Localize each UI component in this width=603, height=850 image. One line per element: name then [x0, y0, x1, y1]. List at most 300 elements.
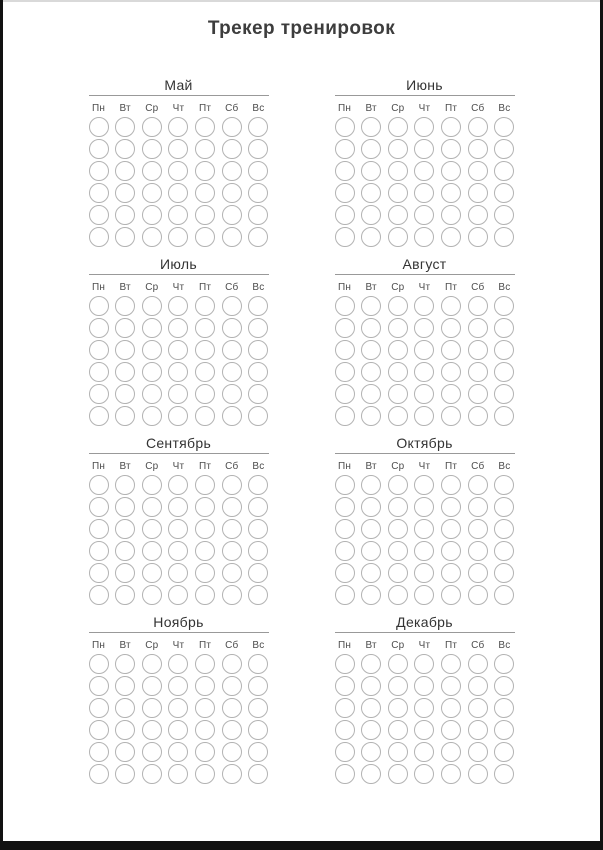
day-circle[interactable]	[335, 406, 355, 426]
day-circle[interactable]	[195, 519, 215, 539]
day-circle[interactable]	[468, 384, 488, 404]
day-circle[interactable]	[468, 742, 488, 762]
day-circle[interactable]	[222, 563, 242, 583]
day-circle[interactable]	[361, 585, 381, 605]
day-circle[interactable]	[494, 519, 514, 539]
day-circle[interactable]	[414, 654, 434, 674]
day-circle[interactable]	[89, 585, 109, 605]
day-circle[interactable]	[89, 362, 109, 382]
day-circle[interactable]	[195, 742, 215, 762]
day-circle[interactable]	[142, 654, 162, 674]
day-circle[interactable]	[361, 362, 381, 382]
day-circle[interactable]	[361, 139, 381, 159]
day-circle[interactable]	[168, 227, 188, 247]
day-circle[interactable]	[468, 585, 488, 605]
day-circle[interactable]	[414, 676, 434, 696]
day-circle[interactable]	[441, 205, 461, 225]
day-circle[interactable]	[468, 764, 488, 784]
day-circle[interactable]	[414, 340, 434, 360]
day-circle[interactable]	[414, 183, 434, 203]
day-circle[interactable]	[195, 161, 215, 181]
day-circle[interactable]	[468, 497, 488, 517]
day-circle[interactable]	[468, 117, 488, 137]
day-circle[interactable]	[89, 541, 109, 561]
day-circle[interactable]	[168, 654, 188, 674]
day-circle[interactable]	[388, 362, 408, 382]
day-circle[interactable]	[494, 764, 514, 784]
day-circle[interactable]	[115, 475, 135, 495]
day-circle[interactable]	[142, 384, 162, 404]
day-circle[interactable]	[335, 340, 355, 360]
day-circle[interactable]	[195, 340, 215, 360]
day-circle[interactable]	[441, 296, 461, 316]
day-circle[interactable]	[388, 698, 408, 718]
day-circle[interactable]	[115, 742, 135, 762]
day-circle[interactable]	[142, 139, 162, 159]
day-circle[interactable]	[89, 563, 109, 583]
day-circle[interactable]	[361, 183, 381, 203]
day-circle[interactable]	[494, 117, 514, 137]
day-circle[interactable]	[248, 720, 268, 740]
day-circle[interactable]	[168, 764, 188, 784]
day-circle[interactable]	[142, 563, 162, 583]
day-circle[interactable]	[195, 362, 215, 382]
day-circle[interactable]	[335, 585, 355, 605]
day-circle[interactable]	[142, 117, 162, 137]
day-circle[interactable]	[222, 406, 242, 426]
day-circle[interactable]	[248, 227, 268, 247]
day-circle[interactable]	[388, 205, 408, 225]
day-circle[interactable]	[494, 497, 514, 517]
day-circle[interactable]	[222, 296, 242, 316]
day-circle[interactable]	[494, 742, 514, 762]
day-circle[interactable]	[168, 475, 188, 495]
day-circle[interactable]	[494, 318, 514, 338]
day-circle[interactable]	[248, 296, 268, 316]
day-circle[interactable]	[142, 227, 162, 247]
day-circle[interactable]	[335, 296, 355, 316]
day-circle[interactable]	[388, 475, 408, 495]
day-circle[interactable]	[335, 563, 355, 583]
day-circle[interactable]	[195, 205, 215, 225]
day-circle[interactable]	[89, 205, 109, 225]
day-circle[interactable]	[468, 541, 488, 561]
day-circle[interactable]	[414, 318, 434, 338]
day-circle[interactable]	[441, 384, 461, 404]
day-circle[interactable]	[222, 720, 242, 740]
day-circle[interactable]	[388, 720, 408, 740]
day-circle[interactable]	[248, 654, 268, 674]
day-circle[interactable]	[494, 654, 514, 674]
day-circle[interactable]	[142, 296, 162, 316]
day-circle[interactable]	[361, 541, 381, 561]
day-circle[interactable]	[361, 296, 381, 316]
day-circle[interactable]	[222, 340, 242, 360]
day-circle[interactable]	[361, 227, 381, 247]
day-circle[interactable]	[388, 676, 408, 696]
day-circle[interactable]	[248, 340, 268, 360]
day-circle[interactable]	[142, 519, 162, 539]
day-circle[interactable]	[222, 698, 242, 718]
day-circle[interactable]	[115, 406, 135, 426]
day-circle[interactable]	[441, 183, 461, 203]
day-circle[interactable]	[115, 563, 135, 583]
day-circle[interactable]	[142, 497, 162, 517]
day-circle[interactable]	[388, 563, 408, 583]
day-circle[interactable]	[248, 497, 268, 517]
day-circle[interactable]	[89, 475, 109, 495]
day-circle[interactable]	[89, 519, 109, 539]
day-circle[interactable]	[142, 676, 162, 696]
day-circle[interactable]	[222, 585, 242, 605]
day-circle[interactable]	[414, 742, 434, 762]
day-circle[interactable]	[115, 698, 135, 718]
day-circle[interactable]	[494, 585, 514, 605]
day-circle[interactable]	[222, 519, 242, 539]
day-circle[interactable]	[335, 720, 355, 740]
day-circle[interactable]	[142, 698, 162, 718]
day-circle[interactable]	[222, 384, 242, 404]
day-circle[interactable]	[195, 497, 215, 517]
day-circle[interactable]	[115, 161, 135, 181]
day-circle[interactable]	[115, 384, 135, 404]
day-circle[interactable]	[248, 541, 268, 561]
day-circle[interactable]	[441, 585, 461, 605]
day-circle[interactable]	[468, 227, 488, 247]
day-circle[interactable]	[115, 676, 135, 696]
day-circle[interactable]	[441, 764, 461, 784]
day-circle[interactable]	[414, 406, 434, 426]
day-circle[interactable]	[168, 563, 188, 583]
day-circle[interactable]	[388, 585, 408, 605]
day-circle[interactable]	[388, 541, 408, 561]
day-circle[interactable]	[222, 205, 242, 225]
day-circle[interactable]	[441, 654, 461, 674]
day-circle[interactable]	[89, 406, 109, 426]
day-circle[interactable]	[168, 362, 188, 382]
day-circle[interactable]	[468, 676, 488, 696]
day-circle[interactable]	[361, 340, 381, 360]
day-circle[interactable]	[441, 475, 461, 495]
day-circle[interactable]	[168, 161, 188, 181]
day-circle[interactable]	[441, 117, 461, 137]
day-circle[interactable]	[494, 541, 514, 561]
day-circle[interactable]	[388, 654, 408, 674]
day-circle[interactable]	[494, 698, 514, 718]
day-circle[interactable]	[494, 139, 514, 159]
day-circle[interactable]	[335, 519, 355, 539]
day-circle[interactable]	[89, 764, 109, 784]
day-circle[interactable]	[168, 742, 188, 762]
day-circle[interactable]	[195, 585, 215, 605]
day-circle[interactable]	[168, 139, 188, 159]
day-circle[interactable]	[195, 698, 215, 718]
day-circle[interactable]	[248, 318, 268, 338]
day-circle[interactable]	[168, 720, 188, 740]
day-circle[interactable]	[248, 161, 268, 181]
day-circle[interactable]	[335, 362, 355, 382]
day-circle[interactable]	[468, 205, 488, 225]
day-circle[interactable]	[195, 720, 215, 740]
day-circle[interactable]	[441, 541, 461, 561]
day-circle[interactable]	[468, 698, 488, 718]
day-circle[interactable]	[222, 742, 242, 762]
day-circle[interactable]	[361, 117, 381, 137]
day-circle[interactable]	[388, 183, 408, 203]
day-circle[interactable]	[361, 764, 381, 784]
day-circle[interactable]	[361, 563, 381, 583]
day-circle[interactable]	[414, 764, 434, 784]
day-circle[interactable]	[115, 585, 135, 605]
day-circle[interactable]	[388, 117, 408, 137]
day-circle[interactable]	[168, 318, 188, 338]
day-circle[interactable]	[388, 318, 408, 338]
day-circle[interactable]	[222, 117, 242, 137]
day-circle[interactable]	[335, 654, 355, 674]
day-circle[interactable]	[222, 541, 242, 561]
day-circle[interactable]	[494, 161, 514, 181]
day-circle[interactable]	[414, 296, 434, 316]
day-circle[interactable]	[494, 676, 514, 696]
day-circle[interactable]	[89, 183, 109, 203]
day-circle[interactable]	[335, 698, 355, 718]
day-circle[interactable]	[388, 296, 408, 316]
day-circle[interactable]	[248, 384, 268, 404]
day-circle[interactable]	[361, 205, 381, 225]
day-circle[interactable]	[335, 384, 355, 404]
day-circle[interactable]	[115, 183, 135, 203]
day-circle[interactable]	[494, 205, 514, 225]
day-circle[interactable]	[441, 519, 461, 539]
day-circle[interactable]	[441, 676, 461, 696]
day-circle[interactable]	[89, 340, 109, 360]
day-circle[interactable]	[142, 742, 162, 762]
day-circle[interactable]	[441, 227, 461, 247]
day-circle[interactable]	[468, 475, 488, 495]
day-circle[interactable]	[414, 720, 434, 740]
day-circle[interactable]	[195, 475, 215, 495]
day-circle[interactable]	[335, 117, 355, 137]
day-circle[interactable]	[414, 497, 434, 517]
day-circle[interactable]	[494, 362, 514, 382]
day-circle[interactable]	[195, 296, 215, 316]
day-circle[interactable]	[414, 698, 434, 718]
day-circle[interactable]	[89, 742, 109, 762]
day-circle[interactable]	[361, 742, 381, 762]
day-circle[interactable]	[142, 205, 162, 225]
day-circle[interactable]	[168, 406, 188, 426]
day-circle[interactable]	[195, 654, 215, 674]
day-circle[interactable]	[388, 139, 408, 159]
day-circle[interactable]	[89, 117, 109, 137]
day-circle[interactable]	[89, 384, 109, 404]
day-circle[interactable]	[494, 296, 514, 316]
day-circle[interactable]	[89, 296, 109, 316]
day-circle[interactable]	[361, 497, 381, 517]
day-circle[interactable]	[115, 362, 135, 382]
day-circle[interactable]	[468, 654, 488, 674]
day-circle[interactable]	[248, 475, 268, 495]
day-circle[interactable]	[115, 764, 135, 784]
day-circle[interactable]	[441, 340, 461, 360]
day-circle[interactable]	[468, 340, 488, 360]
day-circle[interactable]	[115, 296, 135, 316]
day-circle[interactable]	[335, 742, 355, 762]
day-circle[interactable]	[361, 475, 381, 495]
day-circle[interactable]	[142, 161, 162, 181]
day-circle[interactable]	[441, 698, 461, 718]
day-circle[interactable]	[361, 676, 381, 696]
day-circle[interactable]	[89, 318, 109, 338]
day-circle[interactable]	[89, 720, 109, 740]
day-circle[interactable]	[115, 205, 135, 225]
day-circle[interactable]	[441, 362, 461, 382]
day-circle[interactable]	[222, 676, 242, 696]
day-circle[interactable]	[414, 161, 434, 181]
day-circle[interactable]	[222, 183, 242, 203]
day-circle[interactable]	[195, 318, 215, 338]
day-circle[interactable]	[494, 406, 514, 426]
day-circle[interactable]	[89, 161, 109, 181]
day-circle[interactable]	[248, 698, 268, 718]
day-circle[interactable]	[468, 563, 488, 583]
day-circle[interactable]	[414, 362, 434, 382]
day-circle[interactable]	[441, 139, 461, 159]
day-circle[interactable]	[248, 205, 268, 225]
day-circle[interactable]	[248, 183, 268, 203]
day-circle[interactable]	[441, 318, 461, 338]
day-circle[interactable]	[494, 563, 514, 583]
day-circle[interactable]	[388, 384, 408, 404]
day-circle[interactable]	[222, 139, 242, 159]
day-circle[interactable]	[222, 318, 242, 338]
day-circle[interactable]	[222, 475, 242, 495]
day-circle[interactable]	[248, 362, 268, 382]
day-circle[interactable]	[142, 318, 162, 338]
day-circle[interactable]	[248, 406, 268, 426]
day-circle[interactable]	[142, 541, 162, 561]
day-circle[interactable]	[222, 497, 242, 517]
day-circle[interactable]	[468, 519, 488, 539]
day-circle[interactable]	[248, 585, 268, 605]
day-circle[interactable]	[335, 139, 355, 159]
day-circle[interactable]	[222, 362, 242, 382]
day-circle[interactable]	[361, 720, 381, 740]
day-circle[interactable]	[195, 227, 215, 247]
day-circle[interactable]	[222, 654, 242, 674]
day-circle[interactable]	[168, 183, 188, 203]
day-circle[interactable]	[388, 497, 408, 517]
day-circle[interactable]	[414, 117, 434, 137]
day-circle[interactable]	[388, 519, 408, 539]
day-circle[interactable]	[468, 362, 488, 382]
day-circle[interactable]	[335, 475, 355, 495]
day-circle[interactable]	[361, 406, 381, 426]
day-circle[interactable]	[115, 139, 135, 159]
day-circle[interactable]	[115, 318, 135, 338]
day-circle[interactable]	[115, 541, 135, 561]
day-circle[interactable]	[414, 139, 434, 159]
day-circle[interactable]	[388, 406, 408, 426]
day-circle[interactable]	[335, 205, 355, 225]
day-circle[interactable]	[361, 519, 381, 539]
day-circle[interactable]	[168, 676, 188, 696]
day-circle[interactable]	[468, 406, 488, 426]
day-circle[interactable]	[115, 340, 135, 360]
day-circle[interactable]	[142, 764, 162, 784]
day-circle[interactable]	[195, 139, 215, 159]
day-circle[interactable]	[89, 676, 109, 696]
day-circle[interactable]	[468, 720, 488, 740]
day-circle[interactable]	[142, 362, 162, 382]
day-circle[interactable]	[89, 497, 109, 517]
day-circle[interactable]	[248, 117, 268, 137]
day-circle[interactable]	[388, 340, 408, 360]
day-circle[interactable]	[168, 296, 188, 316]
day-circle[interactable]	[195, 384, 215, 404]
day-circle[interactable]	[468, 296, 488, 316]
day-circle[interactable]	[195, 183, 215, 203]
day-circle[interactable]	[335, 676, 355, 696]
day-circle[interactable]	[115, 227, 135, 247]
day-circle[interactable]	[441, 406, 461, 426]
day-circle[interactable]	[494, 340, 514, 360]
day-circle[interactable]	[168, 585, 188, 605]
day-circle[interactable]	[115, 519, 135, 539]
day-circle[interactable]	[115, 497, 135, 517]
day-circle[interactable]	[168, 519, 188, 539]
day-circle[interactable]	[168, 541, 188, 561]
day-circle[interactable]	[142, 340, 162, 360]
day-circle[interactable]	[142, 585, 162, 605]
day-circle[interactable]	[168, 340, 188, 360]
day-circle[interactable]	[388, 227, 408, 247]
day-circle[interactable]	[361, 161, 381, 181]
day-circle[interactable]	[414, 475, 434, 495]
day-circle[interactable]	[335, 764, 355, 784]
day-circle[interactable]	[335, 227, 355, 247]
day-circle[interactable]	[248, 563, 268, 583]
day-circle[interactable]	[195, 406, 215, 426]
day-circle[interactable]	[414, 384, 434, 404]
day-circle[interactable]	[335, 318, 355, 338]
day-circle[interactable]	[222, 764, 242, 784]
day-circle[interactable]	[195, 117, 215, 137]
day-circle[interactable]	[142, 475, 162, 495]
day-circle[interactable]	[115, 654, 135, 674]
day-circle[interactable]	[168, 117, 188, 137]
day-circle[interactable]	[195, 764, 215, 784]
day-circle[interactable]	[335, 183, 355, 203]
day-circle[interactable]	[248, 139, 268, 159]
day-circle[interactable]	[248, 519, 268, 539]
day-circle[interactable]	[168, 497, 188, 517]
day-circle[interactable]	[168, 384, 188, 404]
day-circle[interactable]	[414, 519, 434, 539]
day-circle[interactable]	[115, 720, 135, 740]
day-circle[interactable]	[414, 227, 434, 247]
day-circle[interactable]	[335, 497, 355, 517]
day-circle[interactable]	[89, 139, 109, 159]
day-circle[interactable]	[195, 676, 215, 696]
day-circle[interactable]	[89, 698, 109, 718]
day-circle[interactable]	[142, 406, 162, 426]
day-circle[interactable]	[468, 318, 488, 338]
day-circle[interactable]	[361, 698, 381, 718]
day-circle[interactable]	[168, 205, 188, 225]
day-circle[interactable]	[361, 318, 381, 338]
day-circle[interactable]	[494, 183, 514, 203]
